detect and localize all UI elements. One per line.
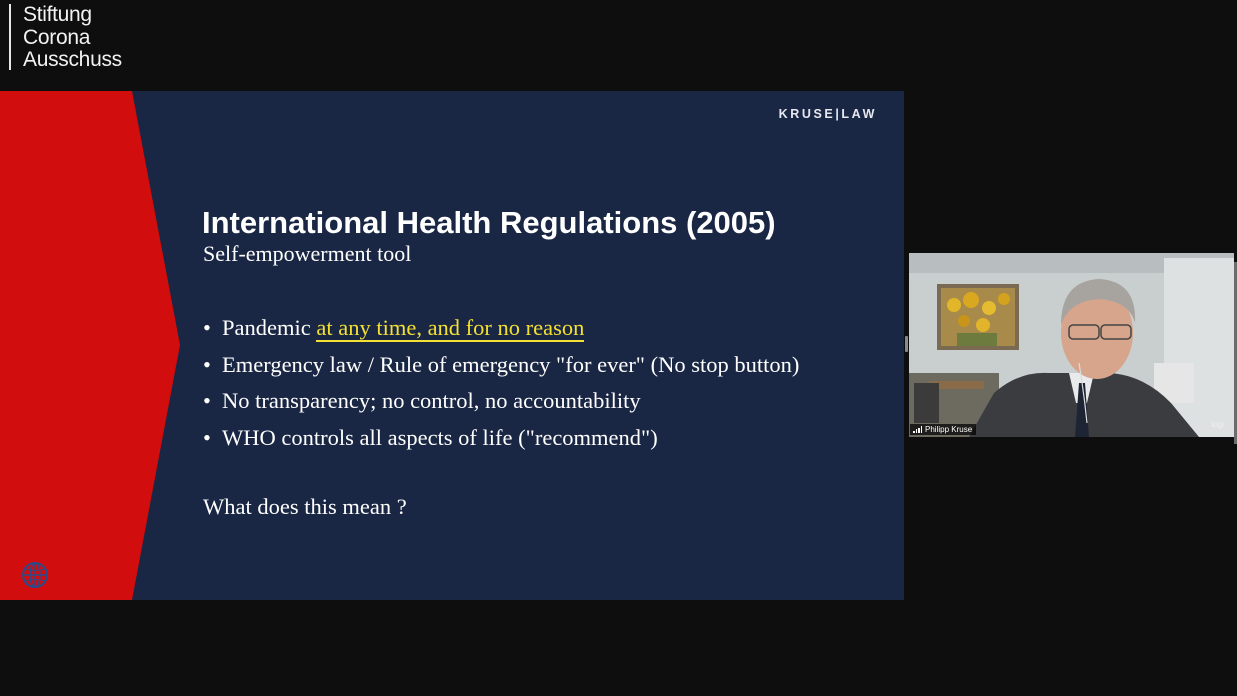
bullet-item: • Emergency law / Rule of emergency "for ever" (No stop button)	[203, 351, 800, 377]
participant-name-tag	[910, 424, 976, 435]
signal-icon	[913, 426, 922, 433]
slide-subtitle: Self-empowerment tool	[203, 241, 412, 266]
bullet-item: • No transparency; no control, no accountability	[203, 388, 641, 413]
logo-line-2: Corona	[23, 25, 91, 49]
bullet-list	[203, 310, 799, 456]
bullet-text: Emergency law / Rule of emergency "for ever" (No stop button)	[222, 351, 800, 377]
panel-resize-handle[interactable]	[905, 336, 908, 352]
logo-line-1: Stiftung	[23, 3, 92, 26]
firm-logo: KRUSE|LAW	[778, 107, 877, 121]
foundation-logo	[9, 4, 122, 70]
bullet-text: No transparency; no control, no accountability	[222, 388, 641, 413]
speaker-video-frame	[909, 253, 1234, 437]
slide-question: What does this mean ?	[203, 494, 407, 519]
red-accent-panel	[0, 91, 180, 600]
logo-line-3: Ausschuss	[23, 48, 122, 71]
globe-icon	[21, 561, 49, 589]
shared-slide	[0, 91, 904, 600]
camera-brand-text: logi	[1211, 420, 1224, 429]
slide-title: International Health Regulations (2005)	[202, 205, 776, 240]
bullet-item: • Pandemic at any time, and for no reason	[203, 315, 585, 340]
bullet-text: Pandemic	[222, 315, 317, 340]
bullet-text: WHO controls all aspects of life ("recommend")	[222, 424, 658, 450]
globe-logo	[21, 561, 116, 589]
participant-video[interactable]	[909, 253, 1234, 437]
bullet-item: • WHO controls all aspects of life ("recommend")	[203, 424, 658, 450]
participant-name: Philipp Kruse	[925, 425, 973, 434]
highlighted-text: at any time, and for no reason	[316, 315, 585, 340]
